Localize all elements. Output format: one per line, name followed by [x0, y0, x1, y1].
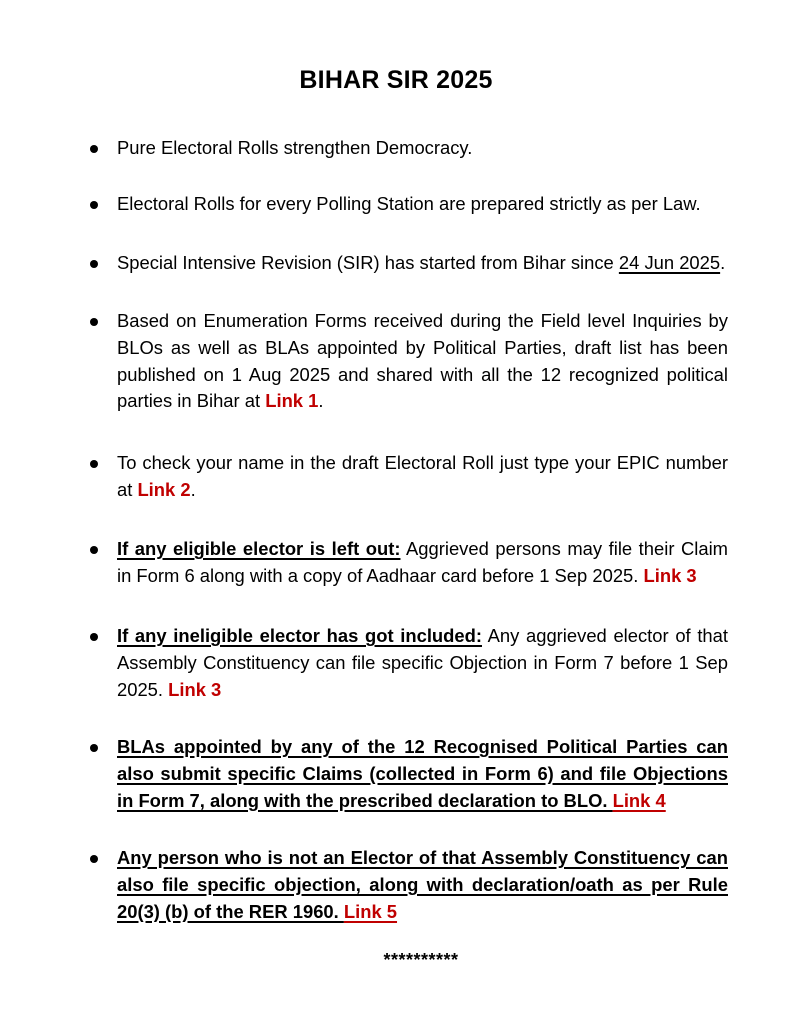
bullet-icon — [90, 260, 98, 268]
link-1[interactable]: Link 1 — [265, 390, 319, 412]
bullet-text: BLAs appointed by any of the 12 Recognised Political Parties can also submit specific Claims (collected in Form 6) and file Objections in Form 7, along with the prescribed declaration to BLO. — [117, 736, 728, 811]
list-item — [117, 250, 728, 277]
bullet-text: Any person who is not an Elector of that Assembly Constituency can also file specific objection, along with declaration/oath as per Rule 20(3) (b) of the RER 1960. — [117, 847, 728, 922]
bullet-text: Any aggrieved elector of that Assembly Constituency can file specific Objection in Form 7 before 1 Sep 2025. — [117, 625, 728, 700]
bullet-icon — [90, 201, 98, 209]
list-item — [117, 536, 728, 590]
bullet-text: Electoral Rolls for every Polling Station are prepared strictly as per Law. — [117, 193, 701, 214]
list-item — [117, 623, 728, 703]
link-3[interactable]: Link 3 — [168, 678, 222, 700]
list-item — [117, 135, 728, 162]
bullet-icon — [90, 318, 98, 326]
bullet-icon — [90, 744, 98, 752]
start-date: 24 Jun 2025 — [618, 252, 721, 273]
link-3[interactable]: Link 3 — [643, 564, 697, 586]
bullet-icon — [90, 145, 98, 153]
bullet-punct: . — [720, 252, 726, 273]
bullet-text: Special Intensive Revision (SIR) has started from Bihar since — [117, 252, 619, 273]
bullet-icon — [90, 460, 98, 468]
bullet-icon — [90, 855, 98, 863]
list-item — [117, 845, 728, 925]
bullet-punct: . — [318, 390, 324, 412]
bullet-icon — [90, 546, 98, 554]
bullet-punct: . — [190, 478, 196, 500]
list-item — [117, 450, 728, 504]
page-title: BIHAR SIR 2025 — [299, 66, 493, 94]
bullet-text: To check your name in the draft Electoral Roll just type your EPIC number at — [117, 452, 728, 500]
list-item — [117, 191, 728, 218]
bullet-heading: If any ineligible elector has got included: — [117, 625, 482, 646]
list-item — [117, 734, 728, 814]
bullet-heading: If any eligible elector is left out: — [117, 538, 401, 559]
bullet-text: Based on Enumeration Forms received during the Field level Inquiries by BLOs as well as BLAs appointed by Political Parties, draft list has been published on 1 Aug 2025 and shared with all the 12 recognized political parties in Bihar at — [117, 310, 728, 412]
footer-separator: ********** — [383, 950, 459, 970]
link-5[interactable]: Link 5 — [343, 900, 398, 922]
link-2[interactable]: Link 2 — [137, 478, 191, 500]
list-item — [117, 308, 728, 415]
bullet-icon — [90, 633, 98, 641]
bullet-text: Aggrieved persons may file their Claim in Form 6 along with a copy of Aadhaar card before 1 Sep 2025. — [117, 538, 728, 586]
link-4[interactable]: Link 4 — [612, 789, 666, 811]
bullet-text: Pure Electoral Rolls strengthen Democracy. — [117, 137, 473, 158]
